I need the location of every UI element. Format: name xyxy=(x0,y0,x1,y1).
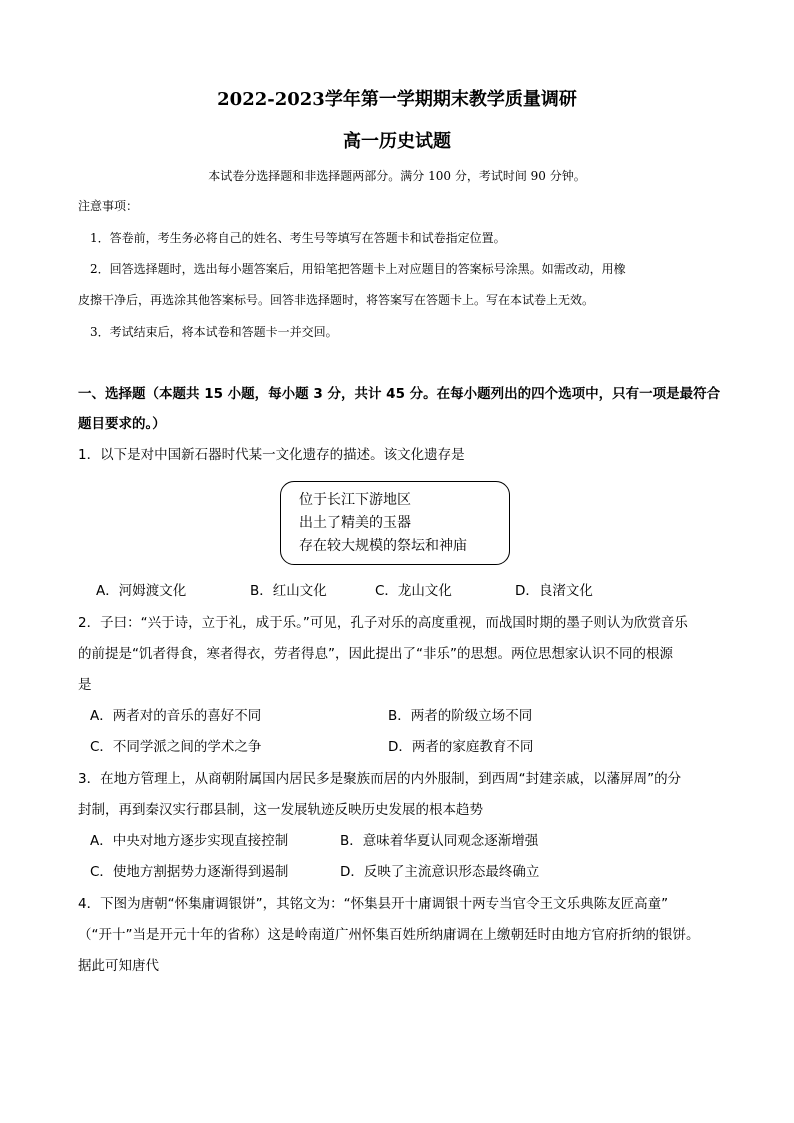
q3-option-d: D．反映了主流意识形态最终确立 xyxy=(340,864,540,880)
q3-stem-line-1: 3．在地方管理上，从商朝附属国内居民多是聚族而居的内外服制，到西周“封建亲戚，以藩屏周”的分 xyxy=(78,771,682,787)
q1-box-line-3: 存在较大规模的祭坛和神庙 xyxy=(299,538,467,554)
q1-option-d: D．良渚文化 xyxy=(515,583,593,599)
q2-option-d: D．两者的家庭教育不同 xyxy=(388,739,534,755)
q2-option-b: B．两者的阶级立场不同 xyxy=(388,708,533,724)
q2-stem-line-3: 是 xyxy=(78,677,92,693)
q1-stem: 1．以下是对中国新石器时代某一文化遗存的描述。该文化遗存是 xyxy=(78,447,465,463)
q1-option-a: A．河姆渡文化 xyxy=(96,583,187,599)
q3-option-b: B．意味着华夏认同观念逐渐增强 xyxy=(340,833,539,849)
exam-title: 2022-2023学年第一学期期末教学质量调研 xyxy=(217,89,577,110)
q4-stem-line-1: 4．下图为唐朝“怀集庸调银饼”，其铭文为：“怀集县开十庸调银十两专当官令王文乐典陈友匠高童” xyxy=(78,896,669,912)
section-heading-cont: 题目要求的。） xyxy=(78,416,166,432)
section-heading: 一、选择题（本题共 15 小题，每小题 3 分，共计 45 分。在每小题列出的四个选项中，只有一项是最符合 xyxy=(78,386,721,402)
q4-stem-line-3: 据此可知唐代 xyxy=(78,958,159,974)
q2-option-a: A．两者对的音乐的喜好不同 xyxy=(90,708,262,724)
q1-option-c: C．龙山文化 xyxy=(375,583,452,599)
exam-intro: 本试卷分选择题和非选择题两部分。满分 100 分，考试时间 90 分钟。 xyxy=(208,169,586,183)
notice-item-2-cont: 皮擦干净后，再选涂其他答案标号。回答非选择题时，将答案写在答题卡上。写在本试卷上无效。 xyxy=(78,293,595,307)
notice-item-2: 2．回答选择题时，选出每小题答案后，用铅笔把答题卡上对应题目的答案标号涂黑。如需改动，用橡 xyxy=(90,262,626,276)
exam-subject: 高一历史试题 xyxy=(343,131,451,152)
q3-option-c: C．使地方割据势力逐渐得到遏制 xyxy=(90,864,289,880)
q2-stem-line-1: 2．子曰：“兴于诗，立于礼，成于乐。”可见，孔子对乐的高度重视，而战国时期的墨子则认为欣赏音乐 xyxy=(78,615,688,631)
q1-box-line-2: 出土了精美的玉器 xyxy=(299,515,411,531)
q1-description-box xyxy=(280,481,510,565)
q3-option-a: A．中央对地方逐步实现直接控制 xyxy=(90,833,289,849)
q2-option-c: C．不同学派之间的学术之争 xyxy=(90,739,262,755)
notice-item-1: 1．答卷前，考生务必将自己的姓名、考生号等填写在答题卡和试卷指定位置。 xyxy=(90,231,506,245)
notice-item-3: 3．考试结束后，将本试卷和答题卡一并交回。 xyxy=(90,325,338,339)
notice-heading: 注意事项： xyxy=(78,199,139,213)
q1-box-line-1: 位于长江下游地区 xyxy=(299,492,411,508)
q1-option-b: B．红山文化 xyxy=(250,583,327,599)
q2-stem-line-2: 的前提是“饥者得食，寒者得衣，劳者得息”，因此提出了“非乐”的思想。两位思想家认识不同的根源 xyxy=(78,646,673,662)
q3-stem-line-2: 封制，再到秦汉实行郡县制，这一发展轨迹反映历史发展的根本趋势 xyxy=(78,802,483,818)
q4-stem-line-2: （“开十”当是开元十年的省称）这是岭南道广州怀集百姓所纳庸调在上缴朝廷时由地方官府折纳的银饼。 xyxy=(78,927,700,943)
